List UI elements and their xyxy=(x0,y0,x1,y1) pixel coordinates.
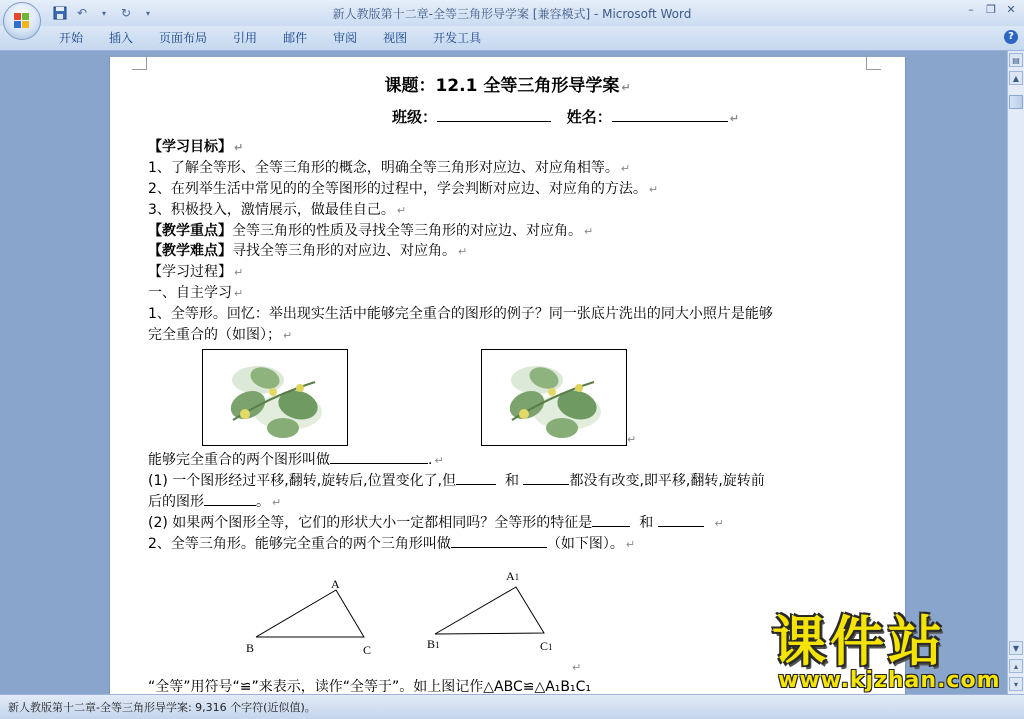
heading-goals: 【学习目标】 ↵ xyxy=(148,139,244,155)
paragraph-mark: ↵ xyxy=(572,661,582,674)
tab-developer[interactable]: 开发工具 xyxy=(433,31,482,45)
goal-3: 3、积极投入，激情展示，做最佳自己。 ↵ xyxy=(148,202,407,218)
document-page[interactable] xyxy=(109,57,906,694)
vertex-a1: A1 xyxy=(506,569,520,583)
doc-title: 课题：12.1 全等三角形导学案 ↵ xyxy=(384,76,631,96)
ruler-toggle-icon[interactable]: ▤ xyxy=(1009,53,1023,67)
blank-q1-2[interactable] xyxy=(523,470,569,485)
close-button[interactable]: ✕ xyxy=(1006,3,1016,16)
vertex-a: A xyxy=(331,577,340,591)
crop-mark xyxy=(132,55,147,70)
watermark-url: www.kjzhan.com xyxy=(778,668,1001,693)
question-2: (2) 如果两个图形全等，它们的形状大小一定都相同吗？全等形的特征是 和 ↵ xyxy=(148,512,724,534)
tab-mailings[interactable]: 邮件 xyxy=(283,31,308,45)
crop-mark xyxy=(866,55,881,70)
blank-q2-1[interactable] xyxy=(592,512,630,527)
window-controls xyxy=(962,2,1020,18)
restore-button[interactable]: ❐ xyxy=(986,3,996,16)
symbol-line: “全等”用符号“≌”来表示，读作“全等于”。如上图记作△ABC≌△A₁B₁C₁ xyxy=(148,679,592,694)
vertical-scrollbar[interactable] xyxy=(1007,51,1024,694)
class-blank[interactable] xyxy=(437,107,551,122)
document-area[interactable] xyxy=(0,51,1007,694)
question-1a: (1) 一个图形经过平移,翻转,旋转后,位置变化了,但 和 都没有改变,即平移,翻转,旋转前 xyxy=(148,470,765,491)
leaf-photo-right[interactable] xyxy=(481,349,627,446)
difficulty-line: 【教学难点】寻找全等三角形的对应边、对应角。 ↵ xyxy=(148,243,468,259)
key-point-line: 【教学重点】全等三角形的性质及寻找全等三角形的对应边、对应角。 ↵ xyxy=(148,223,594,239)
minimize-button[interactable]: – xyxy=(968,3,974,16)
tab-insert[interactable]: 插入 xyxy=(109,31,134,45)
triangle-abc xyxy=(240,567,380,667)
question-1b: 后的图形 。 ↵ xyxy=(148,491,281,513)
goal-2: 2、在列举生活中常见的的全等图形的过程中，学会判断对应边、对应角的方法。 ↵ xyxy=(148,181,659,197)
blank-q1-1[interactable] xyxy=(456,470,496,485)
name-blank[interactable] xyxy=(612,107,728,122)
section-self-study: 一、自主学习 ↵ xyxy=(148,285,244,301)
para-1b: 完全重合的（如图）； ↵ xyxy=(148,327,293,343)
fill-line-1: 能够完全重合的两个图形叫做 . ↵ xyxy=(148,449,444,471)
chevron-down-icon[interactable]: ▾ xyxy=(101,8,106,18)
para-2: 2、全等三角形。能够完全重合的两个三角形叫做 （如下图）。 ↵ xyxy=(148,533,635,555)
window-title: 新人教版第十二章-全等三角形导学案 [兼容模式] - Microsoft Word xyxy=(332,7,692,21)
customize-toolbar-icon[interactable]: ▾ xyxy=(145,8,150,18)
tab-page-layout[interactable]: 页面布局 xyxy=(159,31,208,45)
redo-icon[interactable]: ↻ xyxy=(120,6,132,20)
leaf-photo-left[interactable] xyxy=(202,349,348,446)
scroll-down-icon[interactable]: ▼ xyxy=(1009,641,1023,655)
tab-review[interactable]: 审阅 xyxy=(333,31,358,45)
scroll-up-icon[interactable]: ▲ xyxy=(1009,71,1023,85)
vertex-c: C xyxy=(363,643,372,657)
paragraph-mark: ↵ xyxy=(627,433,637,446)
blank-q2-2[interactable] xyxy=(658,512,704,527)
status-bar xyxy=(0,694,1024,719)
para-1a: 1、全等形。回忆：举出现实生活中能够完全重合的图形的例子？同一张底片洗出的同大小照片是能够 xyxy=(148,306,773,322)
tab-home[interactable]: 开始 xyxy=(59,31,84,45)
tab-references[interactable]: 引用 xyxy=(233,31,258,45)
scroll-thumb[interactable] xyxy=(1009,95,1023,109)
next-page-icon[interactable]: ▾ xyxy=(1009,677,1023,691)
status-text: 新人教版第十二章-全等三角形导学案: 9,316 个字符(近似值)。 xyxy=(8,701,316,714)
undo-icon[interactable]: ↶ xyxy=(76,6,88,20)
help-icon[interactable]: ? xyxy=(1004,30,1018,44)
vertex-c1: C1 xyxy=(540,639,553,653)
vertex-b1: B1 xyxy=(427,637,440,651)
office-logo-icon xyxy=(14,13,30,29)
previous-page-icon[interactable]: ▴ xyxy=(1009,659,1023,673)
blank-congruent-figures[interactable] xyxy=(330,449,428,464)
title-bar xyxy=(0,0,1024,26)
vertex-b: B xyxy=(246,641,255,655)
ribbon-tab-bar xyxy=(0,26,1024,51)
class-name-line: 班级： 姓名： ↵ xyxy=(392,108,739,126)
blank-congruent-triangles[interactable] xyxy=(451,533,547,548)
goal-1: 1、了解全等形、全等三角形的概念，明确全等三角形对应边、对应角相等。 ↵ xyxy=(148,160,631,176)
watermark-logo: 课件站 xyxy=(772,610,946,673)
office-button[interactable] xyxy=(3,2,41,40)
tab-view[interactable]: 视图 xyxy=(383,31,408,45)
heading-process: 【学习过程】 ↵ xyxy=(148,264,244,280)
blank-q1-3[interactable] xyxy=(204,491,256,506)
